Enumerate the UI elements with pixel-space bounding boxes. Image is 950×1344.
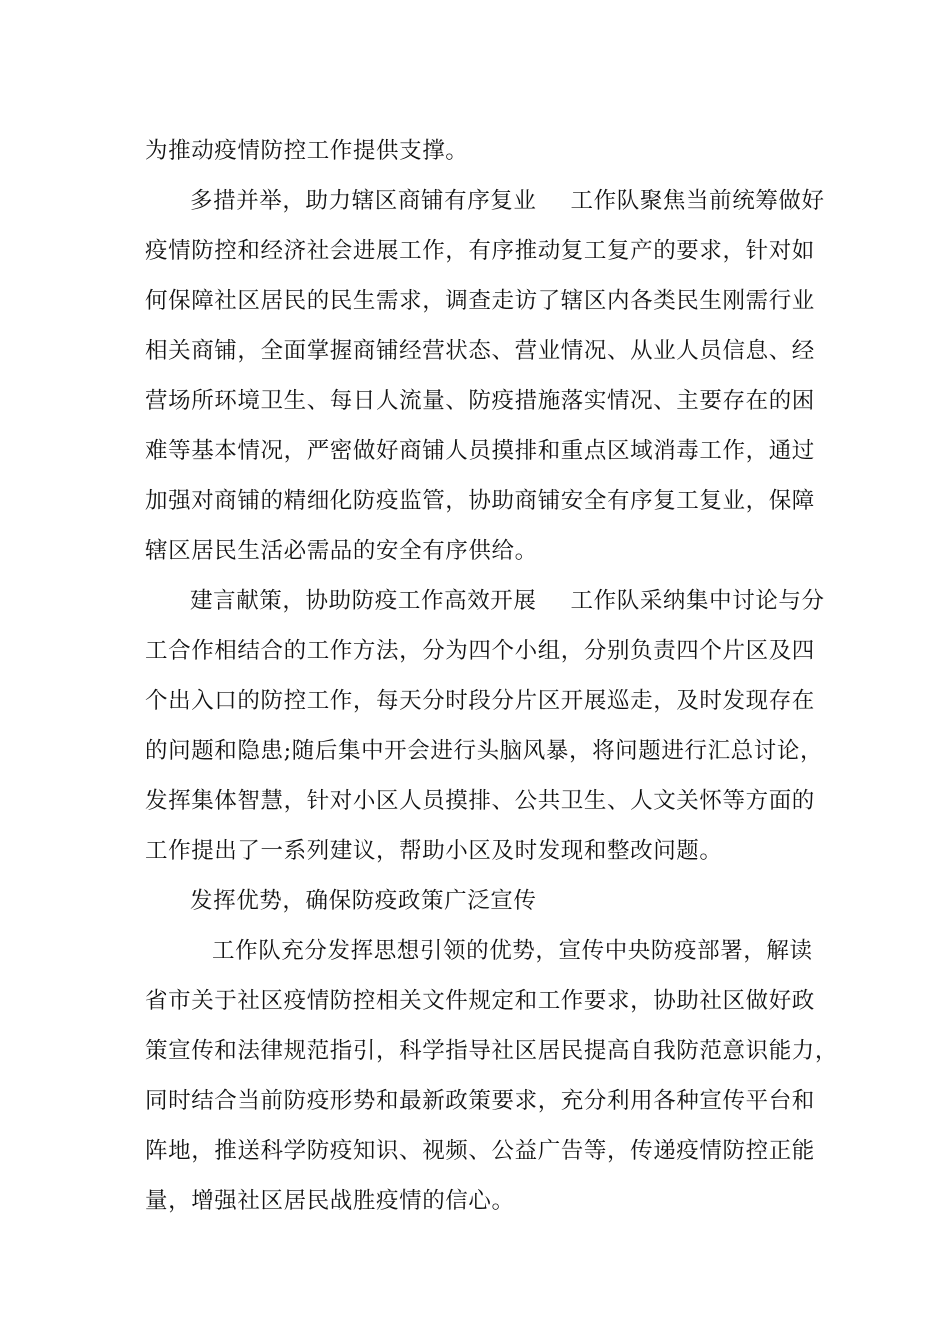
text-span: 工作提出了一系列建议，帮助小区及时发现和整改问题。 <box>145 838 723 864</box>
text-line <box>145 384 845 418</box>
text-span: 相关商铺，全面掌握商铺经营状态、营业情况、从业人员信息、经 <box>145 338 815 364</box>
text-span: 为推动疫情防控工作提供支撑。 <box>145 138 469 164</box>
text-line <box>145 434 845 468</box>
text-span: 同时结合当前防疫形势和最新政策要求，充分利用各种宣传平台和 <box>145 1088 815 1114</box>
text-span: 策宣传和法律规范指引，科学指导社区居民提高自我防范意识能力， <box>145 1038 839 1064</box>
text-line <box>145 1184 845 1218</box>
text-span: 个出入口的防控工作，每天分时段分片区开展巡走，及时发现存在 <box>145 688 815 714</box>
text-line <box>145 334 845 368</box>
text-line <box>212 934 912 968</box>
text-span: 难等基本情况，严密做好商铺人员摸排和重点区域消毒工作，通过 <box>145 438 815 464</box>
text-line <box>145 684 845 718</box>
section-heading-line <box>190 184 890 218</box>
text-line <box>145 284 845 318</box>
text-span: 工合作相结合的工作方法，分为四个小组，分别负责四个片区及四 <box>145 638 815 664</box>
text-span: 发挥集体智慧，针对小区人员摸排、公共卫生、人文关怀等方面的 <box>145 788 815 814</box>
text-span: 工作队采纳集中讨论与分 <box>570 588 825 614</box>
text-span: 省市关于社区疫情防控相关文件规定和工作要求，协助社区做好政 <box>145 988 815 1014</box>
text-line <box>145 134 845 168</box>
text-line <box>145 234 845 268</box>
text-line <box>145 784 845 818</box>
text-span: 辖区居民生活必需品的安全有序供给。 <box>145 538 538 564</box>
text-span: 工作队聚焦当前统筹做好 <box>570 188 825 214</box>
text-line <box>145 534 845 568</box>
text-span: 何保障社区居民的民生需求，调查走访了辖区内各类民生刚需行业 <box>145 288 815 314</box>
section-heading: 多措并举，助力辖区商铺有序复业 <box>190 188 537 214</box>
text-span: 阵地，推送科学防疫知识、视频、公益广告等，传递疫情防控正能 <box>145 1138 815 1164</box>
text-line <box>145 1084 845 1118</box>
section-heading-line <box>190 884 890 918</box>
text-line <box>145 1034 845 1068</box>
section-heading: 发挥优势，确保防疫政策广泛宣传 <box>190 888 537 914</box>
text-line <box>145 984 845 1018</box>
text-line <box>145 734 845 768</box>
section-heading-line <box>190 584 890 618</box>
text-span: 的问题和隐患;随后集中开会进行头脑风暴，将问题进行汇总讨论， <box>145 738 824 764</box>
text-span: 营场所环境卫生、每日人流量、防疫措施落实情况、主要存在的困 <box>145 388 815 414</box>
text-line <box>145 834 845 868</box>
text-span: 疫情防控和经济社会进展工作，有序推动复工复产的要求，针对如 <box>145 238 815 264</box>
text-span: 加强对商铺的精细化防疫监管，协助商铺安全有序复工复业，保障 <box>145 488 815 514</box>
text-line <box>145 634 845 668</box>
section-heading: 建言献策，协助防疫工作高效开展 <box>190 588 537 614</box>
text-line <box>145 484 845 518</box>
text-line <box>145 1134 845 1168</box>
text-span: 工作队充分发挥思想引领的优势，宣传中央防疫部署，解读 <box>212 938 813 964</box>
text-span: 量，增强社区居民战胜疫情的信心。 <box>145 1188 515 1214</box>
